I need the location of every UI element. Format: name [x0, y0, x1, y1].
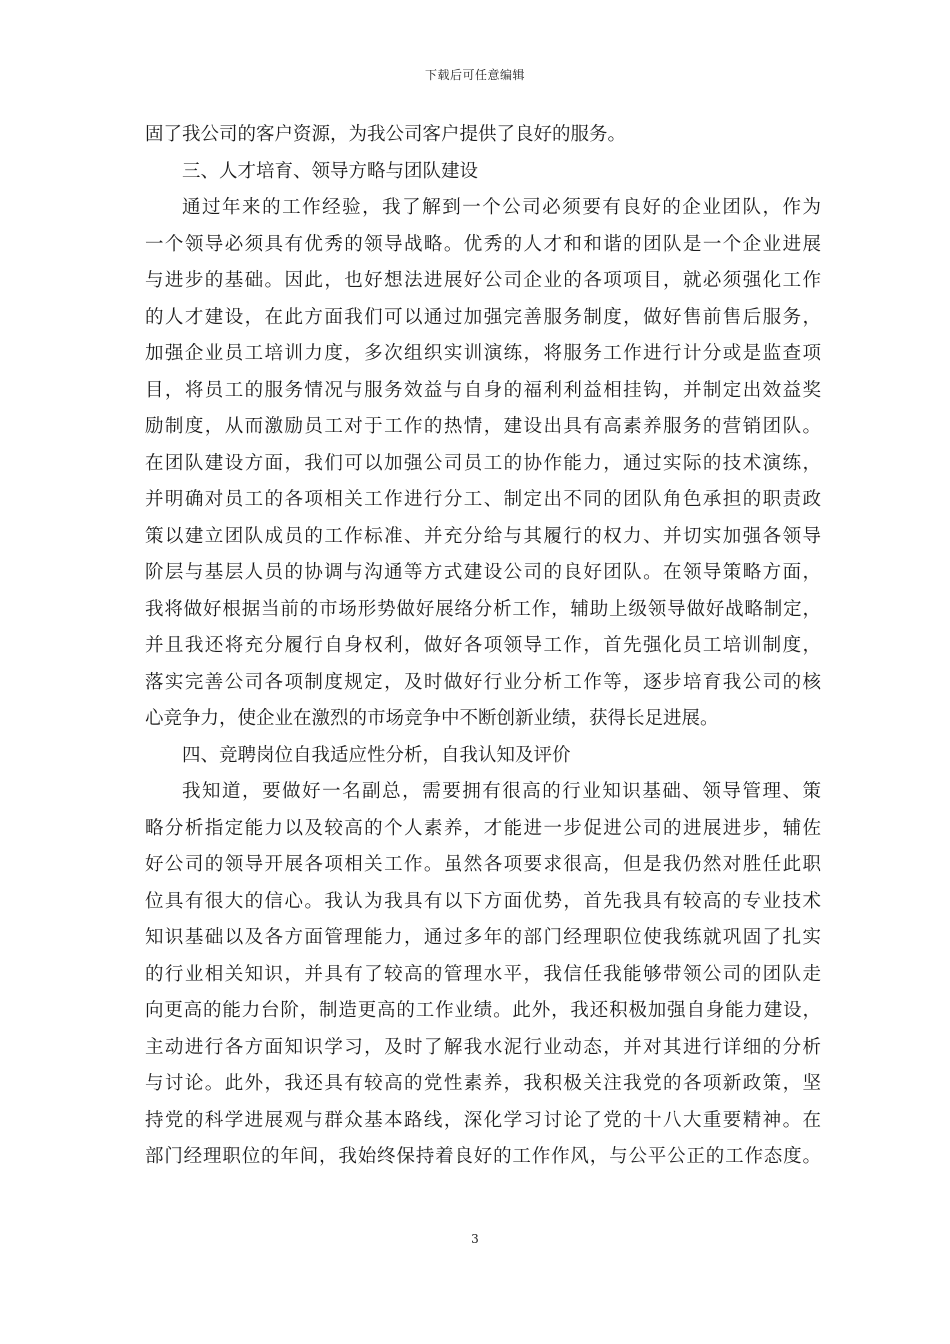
text-line: 在团队建设方面，我们可以加强公司员工的协作能力，通过实际的技术演练， [145, 452, 821, 474]
text-line: 略分析指定能力以及较高的个人素养，才能进一步促进公司的进展进步，辅佐 [145, 817, 821, 839]
text-line: 并明确对员工的各项相关工作进行分工、制定出不同的团队角色承担的职责政 [145, 489, 821, 510]
text-line: 落实完善公司各项制度规定，及时做好行业分析工作等，逐步培育我公司的核 [145, 671, 821, 693]
text-line: 固了我公司的客户资源，为我公司客户提供了良好的服务。 [145, 124, 627, 145]
text-line: 心竞争力，使企业在激烈的市场竞争中不断创新业绩，获得长足进展。 [145, 708, 719, 729]
text-line: 与讨论。此外，我还具有较高的党性素养，我积极关注我党的各项新政策，坚 [145, 1073, 821, 1094]
text-line: 我知道，要做好一名副总，需要拥有很高的行业知识基础、领导管理、策 [182, 781, 821, 802]
text-line: 好公司的领导开展各项相关工作。虽然各项要求很高，但是我仍然对胜任此职 [145, 854, 821, 875]
text-line: 向更高的能力台阶，制造更高的工作业绩。此外，我还积极加强自身能力建设， [145, 1000, 821, 1021]
text-line: 一个领导必须具有优秀的领导战略。优秀的人才和和谐的团队是一个企业进展 [145, 233, 821, 255]
text-line: 通过年来的工作经验，我了解到一个公司必须要有良好的企业团队，作为 [182, 197, 821, 218]
page-number: 3 [471, 1232, 479, 1246]
document-body [145, 117, 821, 1176]
text-line: 加强企业员工培训力度，多次组织实训演练，将服务工作进行计分或是监查项 [145, 343, 821, 364]
text-line: 策以建立团队成员的工作标准、并充分给与其履行的权力、并切实加强各领导 [145, 525, 821, 547]
text-line: 主动进行各方面知识学习，及时了解我水泥行业动态，并对其进行详细的分析 [145, 1036, 821, 1058]
page-header-note: 下载后可任意编辑 [424, 68, 525, 82]
text-line: 阶层与基层人员的协调与沟通等方式建设公司的良好团队。在领导策略方面， [145, 562, 821, 583]
text-line: 的行业相关知识，并具有了较高的管理水平，我信任我能够带领公司的团队走 [145, 963, 821, 985]
text-line: 四、竞聘岗位自我适应性分析，自我认知及评价 [182, 744, 571, 766]
text-line: 知识基础以及各方面管理能力，通过多年的部门经理职位使我练就巩固了扎实 [145, 927, 821, 948]
text-line: 我将做好根据当前的市场形势做好展络分析工作，辅助上级领导做好战略制定， [145, 598, 821, 620]
text-line: 目，将员工的服务情况与服务效益与自身的福利利益相挂钩，并制定出效益奖 [145, 379, 821, 401]
text-line: 励制度，从而激励员工对于工作的热情，建设出具有高素养服务的营销团队。 [145, 416, 821, 437]
text-line: 位具有很大的信心。我认为我具有以下方面优势，首先我具有较高的专业技术 [145, 890, 821, 912]
text-line: 的人才建设，在此方面我们可以通过加强完善服务制度，做好售前售后服务， [145, 306, 821, 328]
text-line: 并且我还将充分履行自身权利，做好各项领导工作，首先强化员工培训制度， [145, 635, 821, 656]
text-line: 三、人才培育、领导方略与团队建设 [182, 160, 479, 182]
text-line: 与进步的基础。因此，也好想法进展好公司企业的各项项目，就必须强化工作 [145, 270, 821, 291]
text-line: 持党的科学进展观与群众基本路线，深化学习讨论了党的十八大重要精神。在 [145, 1109, 821, 1131]
text-line: 部门经理职位的年间，我始终保持着良好的工作作风，与公平公正的工作态度。 [145, 1146, 821, 1167]
